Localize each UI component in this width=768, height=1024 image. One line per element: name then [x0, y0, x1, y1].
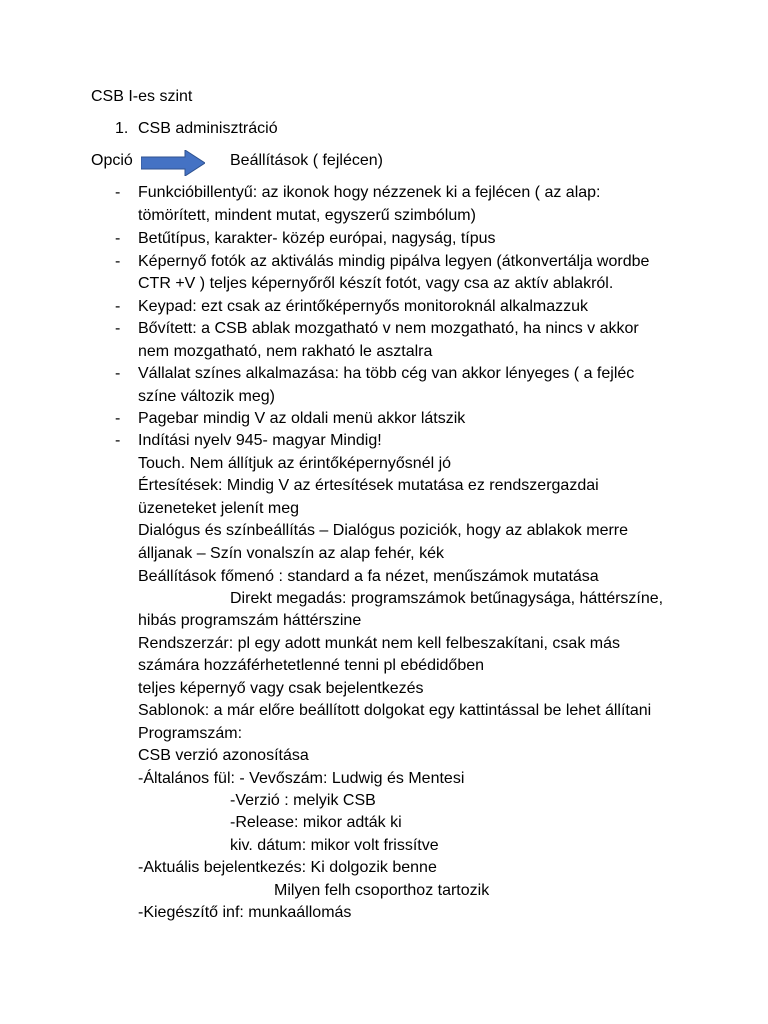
bullet-item-line: Vállalat színes alkalmazása: ha több cég van akkor lényeges ( a fejléc — [138, 365, 635, 382]
paragraph-line: hibás programszám háttérszine — [138, 612, 362, 629]
paragraph-line: -Kiegészítő inf: munkaállomás — [138, 904, 352, 921]
bullet-item-line: tömörített, mindent mutat, egyszerű szimbólum) — [138, 207, 476, 224]
paragraph-line: -Aktuális bejelentkezés: Ki dolgozik benne — [138, 859, 437, 876]
bullet-marker: - — [115, 410, 121, 427]
paragraph-line: Sablonok: a már előre beállított dolgokat egy kattintással be lehet állítani — [138, 702, 652, 719]
paragraph-line: Dialógus és színbeállítás – Dialógus poziciók, hogy az ablakok merre — [138, 522, 629, 539]
bullet-item-line: nem mozgatható, nem rakható le asztalra — [138, 343, 433, 360]
bullet-marker: - — [115, 230, 121, 247]
paragraph-line: -Általános fül: - Vevőszám: Ludwig és Mentesi — [138, 770, 465, 787]
bullet-item-line: színe változik meg) — [138, 388, 275, 405]
bullet-item-line: Keypad: ezt csak az érintőképernyős monitoroknál alkalmazzuk — [138, 298, 588, 315]
paragraph-line: álljanak – Szín vonalszín az alap fehér, kék — [138, 545, 444, 562]
paragraph-line: Direkt megadás: programszámok betűnagysága, háttérszíne, — [230, 590, 664, 607]
paragraph-line: Touch. Nem állítjuk az érintőképernyősnél jó — [138, 455, 452, 472]
paragraph-line: -Verzió : melyik CSB — [230, 792, 376, 809]
bullet-marker: - — [115, 320, 121, 337]
paragraph-line: Értesítések: Mindig V az értesítések mutatása ez rendszergazdai — [138, 477, 599, 494]
section-number: 1. — [115, 120, 129, 137]
bullet-item-line: CTR +V ) teljes képernyőről készít fotót, vagy csa az aktív ablakról. — [138, 275, 614, 292]
bullet-item-line: Képernyő fotók az aktiválás mindig pipálva legyen (átkonvertálja wordbe — [138, 253, 650, 270]
bullet-marker: - — [115, 184, 121, 201]
paragraph-line: Rendszerzár: pl egy adott munkát nem kell felbeszakítani, csak más — [138, 635, 620, 652]
bullet-marker: - — [115, 298, 121, 315]
paragraph-line: CSB verzió azonosítása — [138, 747, 309, 764]
document-title: CSB I-es szint — [91, 88, 193, 105]
bullet-marker: - — [115, 253, 121, 270]
paragraph-line: számára hozzáférhetetlenné tenni pl ebédidőben — [138, 657, 485, 674]
settings-label: Beállítások ( fejlécen) — [230, 152, 383, 169]
paragraph-line: -Release: mikor adták ki — [230, 814, 402, 831]
paragraph-line: kiv. dátum: mikor volt frissítve — [230, 837, 439, 854]
bullet-marker: - — [115, 365, 121, 382]
bullet-marker: - — [115, 432, 121, 449]
bullet-item-line: Funkcióbillentyű: az ikonok hogy nézzenek ki a fejlécen ( az alap: — [138, 184, 601, 201]
paragraph-line: üzeneteket jelenít meg — [138, 500, 299, 517]
right-arrow-icon — [141, 150, 205, 176]
paragraph-line: Programszám: — [138, 725, 243, 742]
paragraph-line: Beállítások főmenó : standard a fa nézet, menűszámok mutatása — [138, 568, 599, 585]
option-label: Opció — [91, 152, 133, 169]
bullet-item-line: Bővített: a CSB ablak mozgatható v nem mozgatható, ha nincs ᴠ akkor — [138, 320, 639, 337]
paragraph-line: teljes képernyő vagy csak bejelentkezés — [138, 680, 424, 697]
bullet-item-line: Pagebar mindig V az oldali menü akkor látszik — [138, 410, 466, 427]
bullet-item-line: Indítási nyelv 945- magyar Mindig! — [138, 432, 382, 449]
paragraph-line: Milyen felh csoporthoz tartozik — [274, 882, 490, 899]
bullet-item-line: Betűtípus, karakter- közép európai, nagyság, típus — [138, 230, 496, 247]
section-heading: CSB adminisztráció — [138, 120, 278, 137]
